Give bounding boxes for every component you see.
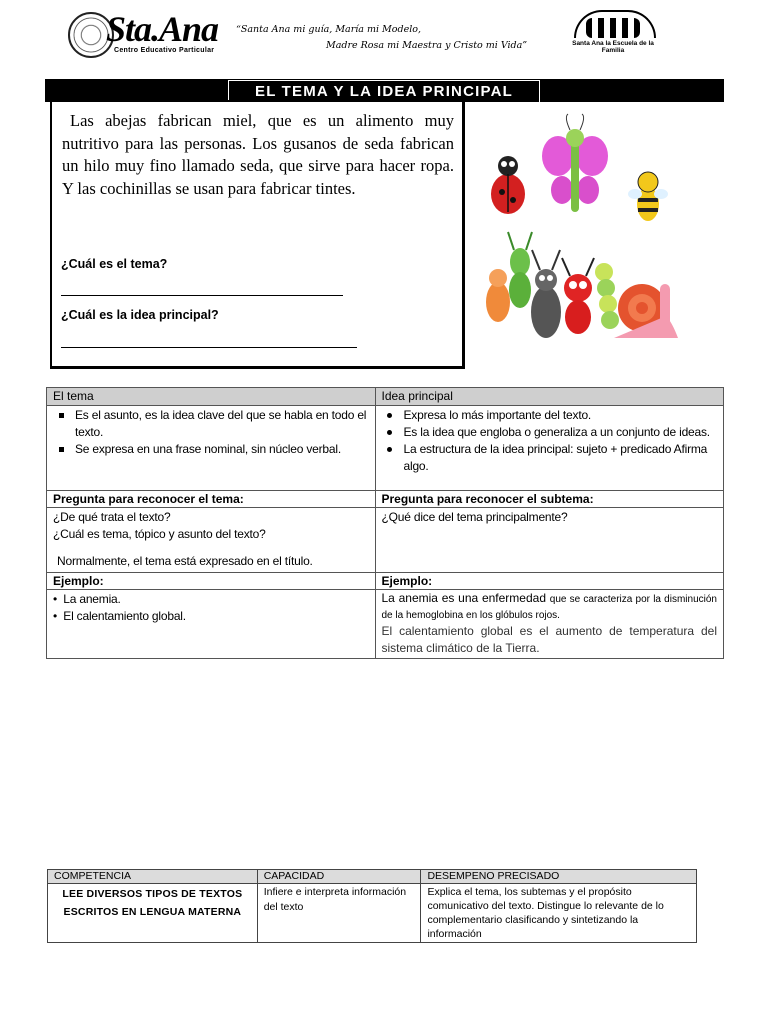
reading-passage: Las abejas fabrican miel, que es un alimento muy nutritivo para las personas. Los gusanos de seda fabrican un hilo muy fino llamado seda, que sirve para hacer ropa. Y las cochinillas se usan para fabricar tintes. <box>62 111 454 198</box>
list-item: Expresa lo más importante del texto. <box>404 407 718 424</box>
list-item: Es el asunto, es la idea clave del que se habla en todo el texto. <box>75 407 369 441</box>
example-anemia-b: que se caracteriza por la disminución de la hemoglobina en los glóbulos rojos. <box>381 594 717 621</box>
table-row-questions <box>47 508 724 573</box>
example-anemia-a: La anemia es una enfermedad <box>381 591 546 605</box>
capacidad-value: Infiere e interpreta información del texto <box>257 884 421 943</box>
table-row-definitions <box>47 406 724 491</box>
logo-name: Sta.Ana <box>106 9 219 49</box>
snail-icon <box>614 284 678 338</box>
list-item: • La anemia. <box>53 592 121 606</box>
desempeno-value: Explica el tema, los subtemas y el propósito comunicativo del texto. Distingue lo relevante de lo complementario clasificando y sintetizando la información <box>421 884 697 943</box>
table-header-row <box>47 388 724 406</box>
table-row-example-labels <box>47 573 724 590</box>
label-ejemplo-left: Ejemplo: <box>47 573 376 590</box>
question-tema: ¿Cuál es el tema? <box>61 257 168 271</box>
list-item: Se expresa en una frase nominal, sin núcleo verbal. <box>75 441 369 458</box>
header-desempeno: DESEMPENO PRECISADO <box>421 870 697 884</box>
family-people-icon <box>586 18 640 38</box>
reading-box <box>50 100 465 369</box>
header-el-tema: El tema <box>47 388 376 406</box>
label-pregunta-tema: Pregunta para reconocer el tema: <box>47 491 376 508</box>
logo-subtitle: Centro Educativo Particular <box>114 47 215 54</box>
ladybug-icon <box>491 156 525 214</box>
subtema-question: ¿Qué dice del tema principalmente? <box>381 510 568 524</box>
idea-definition-list <box>382 407 718 475</box>
caterpillar-icon <box>595 263 619 329</box>
bee-icon <box>628 172 668 221</box>
beetle-icon <box>531 250 561 338</box>
motto-line-1: “Santa Ana mi guía, María mi Modelo, <box>236 24 421 35</box>
school-logo <box>68 9 219 56</box>
page-title: EL TEMA Y LA IDEA PRINCIPAL <box>228 80 540 103</box>
ant-icon <box>562 258 594 334</box>
table-row-question-labels <box>47 491 724 508</box>
family-logo-text: Santa Ana la Escuela de la Familia <box>572 40 654 54</box>
example-right <box>375 590 724 659</box>
grasshopper-icon <box>508 232 532 308</box>
answer-line-idea[interactable] <box>61 347 357 348</box>
header-capacidad: CAPACIDAD <box>257 870 421 884</box>
comp-row <box>48 884 697 943</box>
label-pregunta-subtema: Pregunta para reconocer el subtema: <box>375 491 724 508</box>
example-calentamiento: El calentamiento global es el aumento de temperatura del sistema climático de la Tierra. <box>381 624 717 655</box>
butterfly-icon <box>542 114 608 212</box>
list-item: La estructura de la idea principal: sujeto + predicado Afirma algo. <box>404 441 718 475</box>
table-row-examples <box>47 590 724 659</box>
comp-header-row <box>48 870 697 884</box>
concepts-table <box>46 387 724 659</box>
question-idea-principal: ¿Cuál es la idea principal? <box>61 308 219 322</box>
insects-illustration <box>482 112 682 372</box>
label-ejemplo-right: Ejemplo: <box>375 573 724 590</box>
answer-line-tema[interactable] <box>61 295 343 296</box>
list-item: Es la idea que engloba o generaliza a un conjunto de ideas. <box>404 424 718 441</box>
motto-line-2: Madre Rosa mi Maestra y Cristo mi Vida” <box>326 40 528 51</box>
tema-note: Normalmente, el tema está expresado en el título. <box>57 554 313 568</box>
header-competencia: COMPETENCIA <box>48 870 258 884</box>
school-motto <box>236 22 566 54</box>
example-left-list <box>53 591 369 625</box>
orange-bug-icon <box>486 269 510 322</box>
list-item: • El calentamiento global. <box>53 609 186 623</box>
competencias-table <box>47 869 697 943</box>
competencia-value: LEE DIVERSOS TIPOS DE TEXTOS ESCRITOS EN LENGUA MATERNA <box>48 884 258 943</box>
tema-definition-list <box>53 407 369 458</box>
header-idea-principal: Idea principal <box>375 388 724 406</box>
tema-question-2: ¿Cuál es tema, tópico y asunto del texto? <box>53 527 266 541</box>
family-school-logo <box>566 10 660 60</box>
tema-question-1: ¿De qué trata el texto? <box>53 510 171 524</box>
